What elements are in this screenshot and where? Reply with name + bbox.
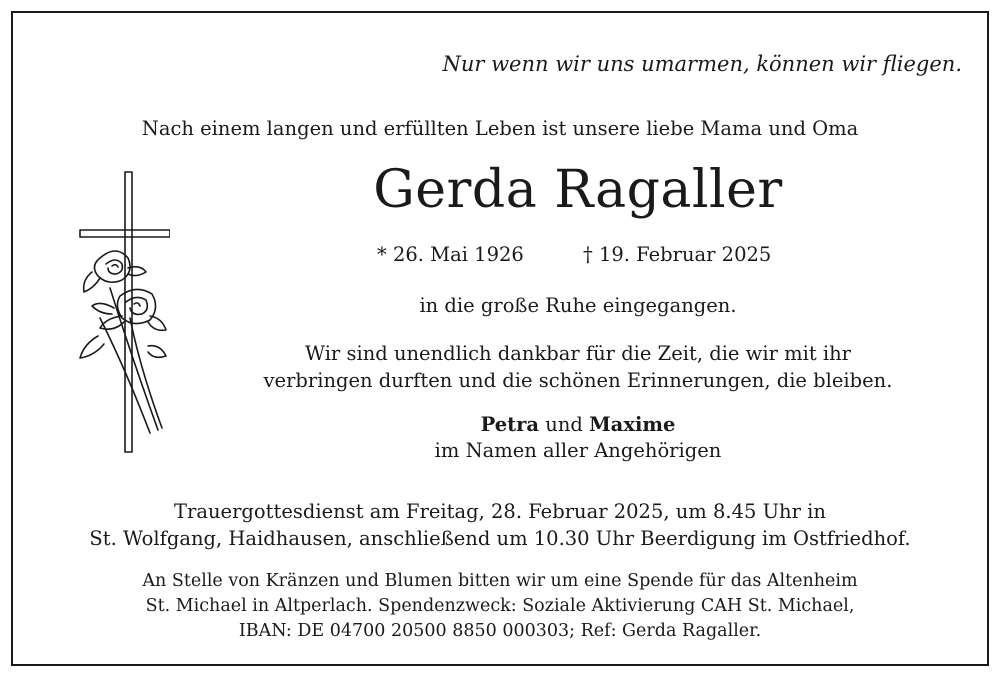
cross-with-roses-icon xyxy=(70,168,170,458)
service-line-2: St. Wolfgang, Haidhausen, anschließend um 10.30 Uhr Beerdigung im Ostfriedhof. xyxy=(89,527,911,550)
death-date: † 19. Februar 2025 xyxy=(583,243,772,266)
signature-name-1: Petra xyxy=(480,413,540,436)
signature-conjunction: und xyxy=(545,413,583,436)
signature-subline: im Namen aller Angehörigen xyxy=(434,439,722,462)
donation-line-2: St. Michael in Altperlach. Spendenzweck: Soziale Aktivierung CAH St. Michael, xyxy=(145,596,855,616)
thanks-line-2: verbringen durften und die schönen Erinnerungen, die bleiben. xyxy=(263,369,893,392)
birth-date: * 26. Mai 1926 xyxy=(377,243,524,266)
donation-line-3: IBAN: DE 04700 20500 8850 000303; Ref: Gerda Ragaller. xyxy=(238,621,762,641)
thanks-line-1: Wir sind unendlich dankbar für die Zeit, die wir mit ihr xyxy=(305,342,851,365)
donation-line-1: An Stelle von Kränzen und Blumen bitten wir um eine Spende für das Altenheim xyxy=(142,571,858,591)
rest-text: in die große Ruhe eingegangen. xyxy=(419,294,737,317)
signature-name-2: Maxime xyxy=(589,413,676,436)
deceased-name: Gerda Ragaller xyxy=(373,160,783,220)
motto-quote: Nur wenn wir uns umarmen, können wir fliegen. xyxy=(442,52,962,76)
signature-names xyxy=(260,413,896,436)
service-line-1: Trauergottesdienst am Freitag, 28. Februar 2025, um 8.45 Uhr in xyxy=(174,500,826,523)
intro-text: Nach einem langen und erfüllten Leben ist unsere liebe Mama und Oma xyxy=(141,117,859,140)
